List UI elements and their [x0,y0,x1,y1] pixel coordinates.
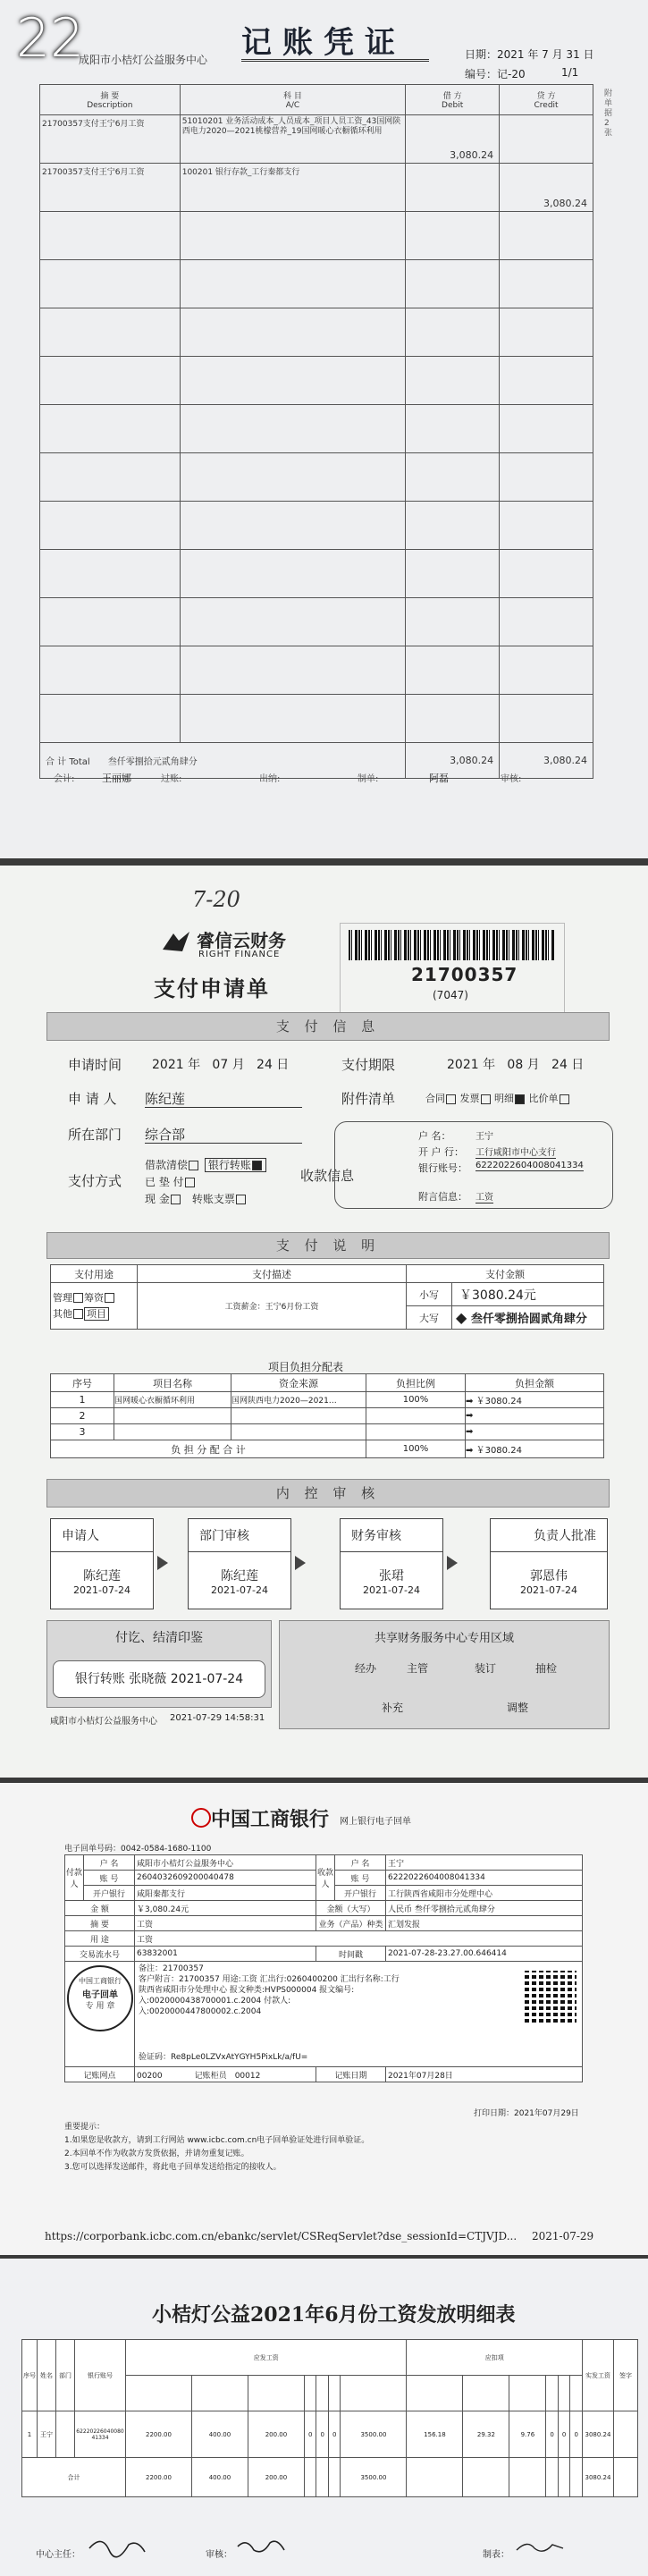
flow-arrow-icon [447,1556,458,1570]
row-credit: 3,080.24 [543,198,587,209]
arrow-icon: ➡ [466,1411,474,1421]
print-date: 打印日期：2021年07月29日 [474,2109,579,2118]
note-line: 3.您可以选择发送邮件，将此电子回单发送给指定的接收人。 [64,2163,282,2172]
seal-top: 中国工商银行 [79,1977,122,1985]
cell-value: 0 [561,2430,567,2438]
apply-time: 2021 年 07 月 24 日 [152,1058,290,1072]
audit-step-finance [340,1518,443,1609]
alloc-h-source: 资金来源 [279,1377,318,1389]
audit-name: 陈纪莲 [221,1569,258,1584]
receipt-url-date: 2021-07-29 [532,2230,594,2242]
total-row [22,2458,638,2497]
payment-request-form [0,866,648,1778]
page-number: 22 [16,7,85,70]
shared-item: 补充 [382,1702,404,1714]
cell-value: 200.00 [265,2430,288,2438]
payer-account: 2604032609200040478 [137,1873,234,1882]
alloc-source: 国网陕西电力2020—2021… [231,1397,337,1406]
brand-logo-icon [159,928,193,955]
brand-en: RIGHT FINANCE [198,950,281,959]
table-row [40,598,593,646]
payer-bank: 咸阳秦都支行 [137,1889,186,1899]
table-row [40,115,593,164]
amount-words: 人民币 叁仟零捌拾元贰角肆分 [388,1905,495,1914]
verify-label: 验证码： [139,2053,172,2062]
attach-compare: 比价单 [528,1093,559,1104]
footer-cashier: 出纳: [259,774,281,784]
time: 2021-07-28-23.27.00.646414 [388,1949,507,1958]
use: 工资 [137,1935,154,1945]
table-row [40,405,593,453]
total-credit: 3,080.24 [543,755,587,766]
biz-label: 业务（产品）种类 [318,1920,383,1930]
footer-center: 中心主任： [36,2550,80,2560]
amount: ￥3,080.24元 [137,1905,189,1914]
alloc-h-amount: 负担金额 [515,1377,554,1389]
cell-value: 0 [574,2430,578,2438]
alloc-h-project: 项目名称 [153,1377,192,1389]
cell-value: 0 [550,2430,554,2438]
payee-account-label: 银行账号： [418,1162,467,1174]
upper-amount: 叁仟零捌拾圆贰角肆分 [470,1313,587,1326]
voucher-title: 记账凭证 [241,25,406,61]
payee-bank-label: 开 户 行： [418,1146,464,1158]
audit-date: 2021-07-24 [520,1584,577,1596]
receipt-no: 电子回单号码：0042-0584-1680-1100 [64,1845,212,1854]
bank-name: 中国工商银行 [211,1808,330,1831]
total-value: 400.00 [208,2473,231,2481]
payer-name-label: 户 名 [99,1859,119,1869]
net: 00200 [137,2071,163,2081]
barcode-sub: (7047) [433,989,468,1001]
time-label: 时间戳 [338,1950,363,1960]
alloc-no: 1 [79,1394,86,1406]
pay-sign-text: 银行转账 张晓薇 2021-07-24 [53,1660,265,1698]
table-row [40,453,593,502]
checkbox[interactable] [236,1195,246,1204]
method-cash: 现 金 [145,1193,170,1205]
cell-value: 29.32 [476,2430,495,2438]
checkbox[interactable] [446,1094,456,1104]
notes-title: 重要提示： [64,2123,105,2132]
row-summary: 21700357支付王宁6月工资 [42,120,145,129]
handwritten-date: 7-20 [192,887,240,912]
remark-line: 21700357 [163,1964,204,1973]
alloc-ratio: 100% [402,1395,429,1405]
total-debit: 3,080.24 [450,755,494,766]
footer-maker: 制单: [358,774,379,784]
row-account: 6222022604008041334 [76,2428,124,2441]
cell-value: 2200.00 [146,2430,172,2438]
attach-contract: 合同 [425,1093,445,1104]
cell-value: 9.76 [520,2430,535,2438]
row-debit: 3,080.24 [450,149,494,161]
footer-reviewer: 审核: [501,774,522,784]
voucher-number: 编号：记-20 [465,68,526,80]
payee-account: 6222022604008041334 [388,1873,485,1882]
verify: Re8pLe0LZVxAtYGYH5PixLk/a/fU= [171,2053,308,2062]
summary-label: 摘 要 [90,1920,109,1930]
bank-seal [67,1965,133,2031]
net-label: 记账网点 [83,2071,116,2081]
h-no: 序号 [23,2371,36,2379]
applicant-label: 申 请 人 [68,1091,117,1107]
checkbox[interactable] [560,1094,569,1104]
flow-arrow-icon [295,1556,306,1570]
cell-value: 0 [307,2430,313,2438]
important-notes [64,2121,369,2175]
col-credit: 贷 方 [536,92,556,101]
alloc-no: 3 [79,1426,86,1438]
alloc-table [50,1373,604,1458]
attach-options [425,1091,570,1105]
signature-maker [513,2536,567,2557]
footer-accountant: 会计: [54,774,75,784]
checkbox[interactable] [185,1178,195,1187]
qr-code [525,1971,576,2023]
alloc-no: 2 [79,1410,86,1422]
h-dept: 部门 [59,2371,72,2379]
footer-posting: 过账: [161,774,182,784]
table-row [40,308,593,357]
arrow-icon: ➡ [466,1397,474,1406]
footer-accountant-name: 王丽娜 [102,773,131,784]
payee-note-label: 附言信息： [418,1191,467,1203]
dept: 综合部 [145,1127,186,1143]
payee-label: 收款人 [316,1869,333,1889]
summary: 工资 [137,1920,154,1930]
date-label: 记账日期 [334,2071,367,2081]
upper-label: 大写 [419,1312,439,1324]
dept-label: 所在部门 [68,1127,122,1143]
shared-item: 抽检 [535,1662,558,1675]
brand-name: 睿信云财务 [197,930,286,951]
row-account: 51010201 业务活动成本_人员成本_项目人员工资_43国网陕西电力2020—2021桃檬营养_19国网暖心衣橱循环利用 [181,117,401,136]
use-fund: 筹资 [84,1291,104,1304]
remark-line: 客户附言：21700357 用途:工资 汇出行:0260400200 汇出行名称:工行 [139,1975,400,1984]
payee-name-label: 户 名 [350,1859,370,1869]
payee-name: 王宁 [388,1859,405,1869]
audit-step-applicant [50,1518,154,1609]
checkbox[interactable] [481,1094,491,1104]
diamond-mark: ◆ [456,1309,467,1326]
col-debit-en: Debit [442,101,464,110]
amount-label: 金 额 [90,1905,109,1914]
table-row [51,1392,604,1408]
table-row [40,212,593,260]
apply-time-label: 申请时间 [68,1057,122,1073]
total-words: 叁仟零捌拾元贰角肆分 [107,757,198,767]
lower-amount: ￥3080.24元 [459,1288,536,1303]
side-unit: 张 [604,129,613,138]
use-label: 用 途 [90,1935,109,1945]
checkbox-checked[interactable] [515,1094,525,1104]
receipt-url[interactable]: https://corporbank.icbc.com.cn/ebankc/servlet/CSReqServlet?dse_sessionId=CTJVJD... [45,2230,518,2242]
bank-receipt [0,1783,648,2255]
col-account-en: A/C [285,101,300,110]
seal-mid: 电子回单 [82,1990,118,2000]
table-row [40,550,593,598]
accounting-voucher [0,0,648,858]
note-line: 1.如果您是收款方，请到工行网站 www.icbc.com.cn电子回单验证处进行回单验证。 [64,2136,370,2145]
signature-audit [234,2534,288,2557]
row-summary: 21700357支付王宁6月工资 [42,168,145,177]
checkbox[interactable] [73,1309,83,1319]
col-debit: 借 方 [442,92,462,101]
remark-line: 陕西省咸阳市分处理中心 报文种类:HVPS000004 报文编号: [139,1986,355,1995]
table-row [40,646,593,695]
payee-name-label: 户 名： [418,1130,451,1142]
attach-invoice: 发票 [459,1093,480,1104]
footer-time: 2021-07-29 14:58:31 [170,1713,265,1723]
col-summary: 摘 要 [100,92,120,101]
amount-words-label: 金额（大写） [326,1905,375,1914]
section-audit: 内 控 审 核 [46,1479,610,1508]
method-advanced: 已 垫 付 [145,1176,184,1188]
note-line: 2.本回单不作为收款方发货依据，并请勿重复记账。 [64,2149,249,2158]
side-count: 2 [604,119,610,128]
applicant: 陈纪莲 [145,1091,186,1107]
payer-name: 咸阳市小桔灯公益服务中心 [137,1859,234,1869]
col-desc: 支付描述 [252,1268,291,1280]
col-use: 支付用途 [74,1268,114,1280]
attach-label: 附件清单 [341,1091,396,1107]
method-cheque: 转账支票 [191,1193,235,1205]
method-bank[interactable]: 银行转账 [205,1158,266,1172]
attach-detail: 明细 [494,1093,514,1104]
total-value: 200.00 [265,2473,288,2481]
payer-bank-label: 开户银行 [92,1889,125,1899]
checkbox[interactable] [105,1293,114,1303]
payee-bank-label: 开户银行 [343,1889,376,1899]
h-account: 银行账号 [88,2371,113,2379]
brand-logo [159,928,193,959]
shared-item: 装订 [475,1662,497,1675]
pay-sign-area [46,1620,272,1708]
audit-name: 郭恩伟 [530,1569,568,1584]
payee-account: 6222022604008041334 [475,1161,584,1170]
payer-label: 付款人 [65,1869,82,1889]
total-label: 合 计 Total [46,757,90,767]
checkbox[interactable] [189,1161,198,1170]
payee-name: 王宁 [475,1132,493,1142]
audit-title: 财务审核 [341,1519,442,1552]
lower-label: 小写 [419,1288,439,1301]
shared-center-area [279,1620,610,1729]
use-manage: 管理 [53,1291,72,1304]
audit-name: 陈纪莲 [83,1569,121,1584]
date: 2021年07月28日 [388,2071,453,2081]
voucher-page: 1/1 [561,66,579,79]
cell-value: 156.18 [424,2430,446,2438]
cell-value: 3080.24 [585,2430,611,2438]
footer-org: 咸阳市小桔灯公益服务中心 [50,1717,157,1727]
table-row [22,2411,638,2458]
alloc-title: 项目负担分配表 [268,1361,344,1373]
method-options [145,1157,266,1208]
remark-line: 入:0020000447800002.c.2004 [139,2007,262,2016]
pay-desc: 工资薪金：王宁6月份工资 [224,1303,319,1312]
footer-maker: 制表： [483,2550,509,2560]
cell-value: 400.00 [208,2430,231,2438]
barcode-number: 21700357 [411,964,518,985]
shared-item: 主管 [407,1662,429,1675]
method-label: 支付方式 [68,1173,122,1189]
dept-underline [145,1143,302,1144]
footer-audit: 审核： [206,2550,232,2560]
voucher-table [39,84,593,779]
h-deduct: 应扣项 [484,2353,504,2361]
section-payment-info: 支 付 信 息 [46,1012,610,1041]
audit-date: 2021-07-24 [363,1584,420,1596]
total-value: 2200.00 [146,2473,172,2481]
table-row [51,1408,604,1424]
total-label: 合计 [67,2473,80,2481]
alloc-project: 国网暖心衣橱循环利用 [114,1397,196,1406]
shared-item: 经办 [355,1662,377,1675]
audit-title: 申请人 [51,1519,153,1552]
table-row [40,357,593,405]
payee-bank: 工行陕西省咸阳市分处理中心 [388,1889,493,1899]
h-name: 姓名 [40,2371,53,2379]
arrow-icon: ➡ [466,1427,474,1437]
payment-desc-table [50,1264,604,1330]
col-account: 科 目 [283,92,302,101]
payee-note: 工资 [475,1189,493,1204]
bank-receipt-table [64,1854,583,2082]
alloc-amount: ￥3080.24 [475,1397,522,1406]
checkbox[interactable] [73,1293,83,1303]
cell-value: 0 [332,2430,337,2438]
col-credit-en: Credit [534,101,559,110]
col-amount: 支付金额 [485,1268,525,1280]
table-row [40,260,593,308]
voucher-unit: 成阳市小桔灯公益服务中心 [79,54,208,66]
form-title: 支付申请单 [154,976,270,1001]
checkbox-checked[interactable] [252,1161,262,1170]
row-name: 王宁 [40,2430,53,2438]
pay-deadline-label: 支付期限 [341,1057,396,1073]
total-value: 3500.00 [360,2473,387,2481]
tx: 63832001 [137,1949,178,1958]
salary-table [21,2339,638,2497]
alloc-total-label: 负 担 分 配 合 计 [171,1443,246,1456]
teller: 00012 [234,2071,261,2081]
cell-value: 0 [320,2430,324,2438]
payee-bank: 工行咸阳市中心支行 [475,1144,556,1159]
section-payment-desc: 支 付 说 明 [46,1232,610,1259]
alloc-total-amount: ￥3080.24 [475,1446,522,1456]
biz: 汇划发报 [388,1920,421,1930]
receipt-type: 网上银行电子回单 [340,1817,411,1827]
teller-label: 记账柜员 [194,2071,227,2081]
h-should: 应发工资 [253,2353,279,2361]
audit-title: 部门审核 [189,1519,290,1552]
alloc-h-ratio: 负担比例 [396,1377,435,1389]
table-row [51,1424,604,1440]
audit-date: 2021-07-24 [211,1584,268,1596]
row-no: 1 [27,2430,32,2438]
audit-date: 2021-07-24 [73,1584,130,1596]
alloc-total-ratio: 100% [402,1444,429,1454]
cell-value: 3500.00 [360,2430,387,2438]
seal-bot: 专 用 章 [85,2002,115,2011]
remark-line: 入:0020000438700001.c.2004 付款人: [139,1997,291,2006]
use-project: 项目 [84,1307,109,1321]
signature-center [86,2532,148,2559]
audit-step-approver [490,1518,608,1609]
row-account: 100201 银行存款_工行秦都支行 [181,168,300,177]
audit-title: 负责人批准 [491,1519,607,1552]
table-row [40,164,593,212]
payee-account-label: 账 号 [350,1874,370,1884]
use-other: 其他 [53,1307,72,1320]
footer-maker-name: 阿磊 [429,773,449,784]
alloc-h-no: 序号 [72,1377,92,1389]
salary-sheet [0,2259,648,2576]
total-value: 3080.24 [585,2473,611,2481]
pay-deadline: 2021 年 08 月 24 日 [447,1058,585,1072]
voucher-side-note [604,89,617,139]
shared-item: 调整 [507,1702,529,1714]
title-underline [241,59,429,62]
bank-logo-icon [191,1808,211,1828]
audit-name: 张珺 [379,1569,404,1584]
tx-label: 交易流水号 [79,1950,120,1960]
payer-account-label: 账 号 [99,1874,119,1884]
audit-step-dept [188,1518,291,1609]
h-sign: 签字 [619,2371,632,2379]
salary-title: 小桔灯公益2021年6月份工资发放明细表 [152,2303,516,2327]
checkbox[interactable] [171,1195,181,1204]
shared-title: 共享财务服务中心专用区域 [374,1632,514,1645]
arrow-icon: ➡ [466,1446,474,1456]
applicant-underline [145,1107,302,1108]
table-row [40,502,593,550]
col-summary-en: Description [87,101,133,110]
payee-info-label: 收款信息 [300,1168,355,1184]
voucher-date: 日期：2021 年 7 月 31 日 [465,48,594,61]
method-loan: 借款清偿 [145,1159,189,1171]
h-actual: 实发工资 [585,2371,610,2379]
flow-arrow-icon [157,1556,168,1570]
side-label: 附单据 [604,89,613,118]
table-row [40,695,593,743]
pay-sign-title: 付讫、结清印鉴 [115,1631,203,1645]
remark-label: 备注： [139,1964,164,1973]
